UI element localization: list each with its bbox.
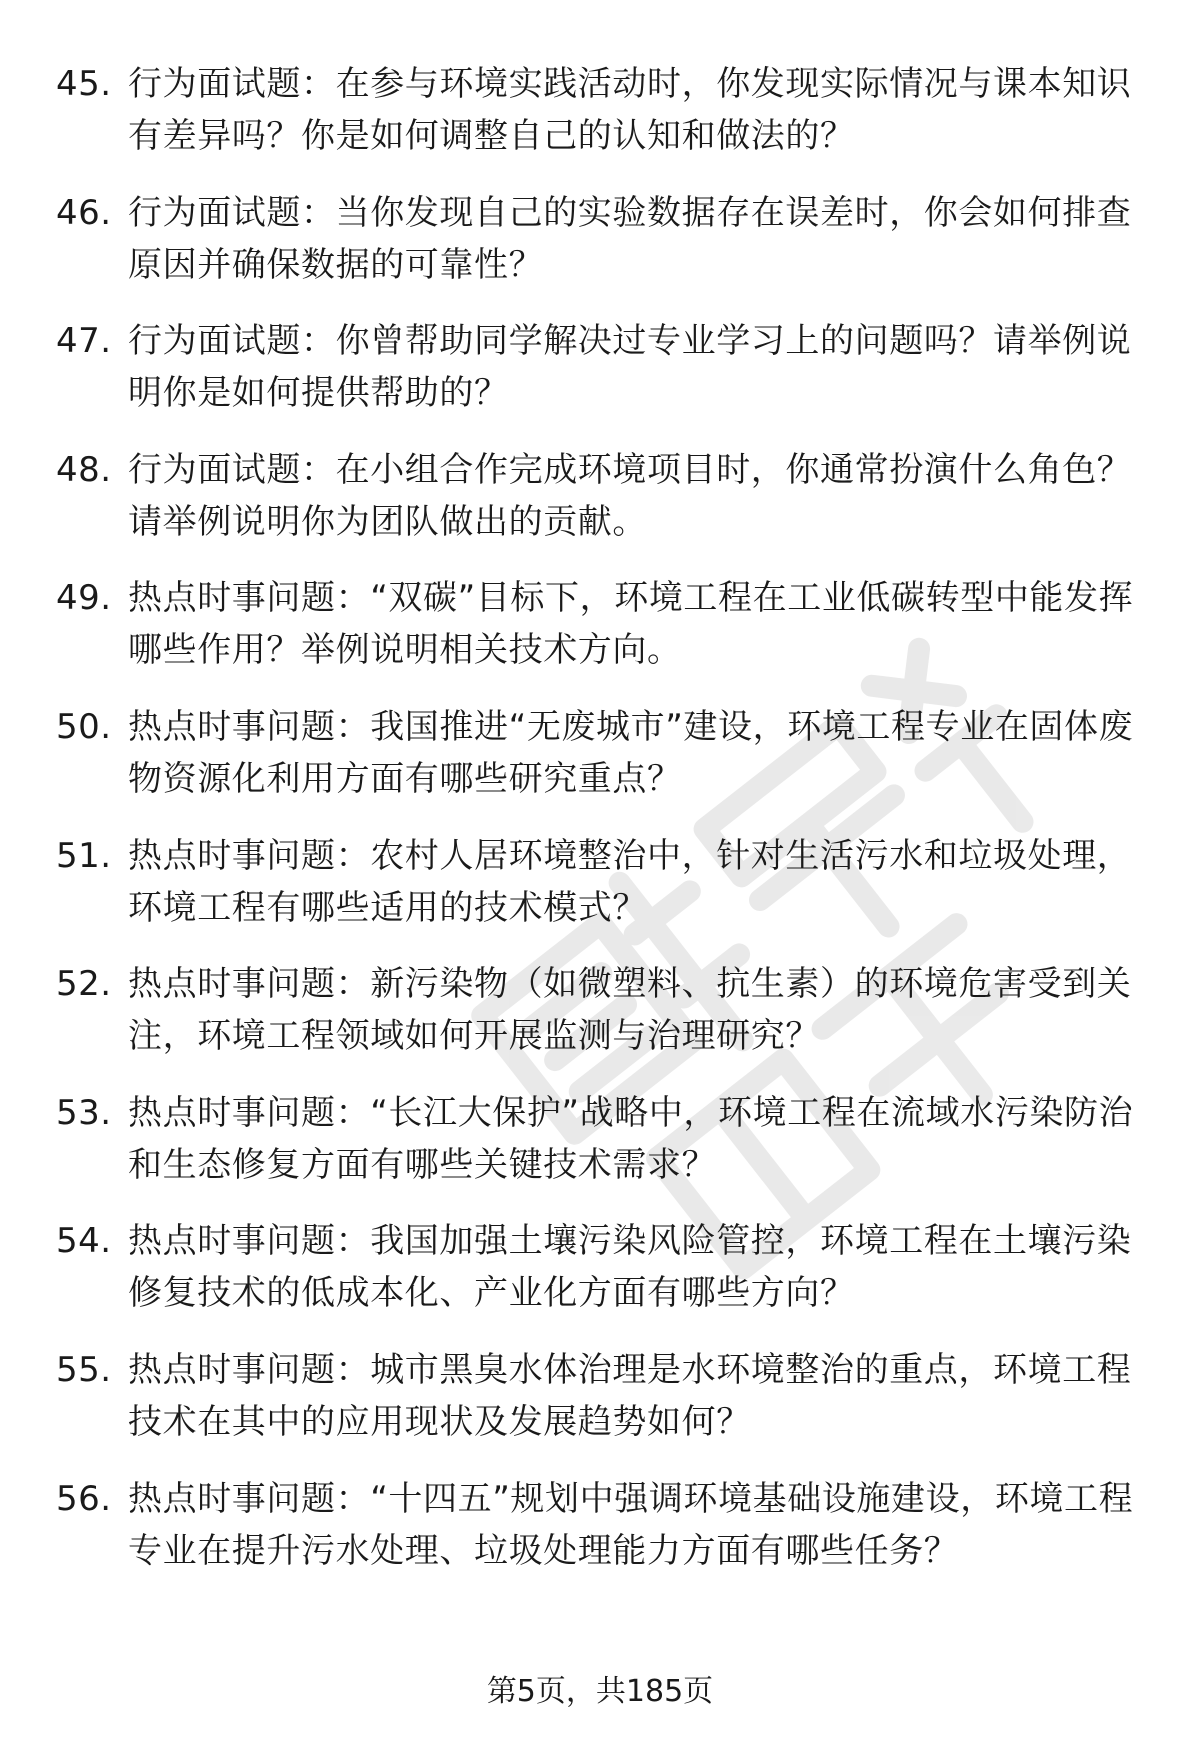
question-text: 热点时事问题：“长江大保护”战略中，环境工程在流域水污染防治和生态修复方面有哪些关键技术需求？ [128,1092,1134,1185]
question-item-54 [0,1215,1200,1344]
question-number: 47. [56,321,112,362]
question-number: 45. [56,64,112,104]
question-text: 行为面试题：在参与环境实践活动时，你发现实际情况与课本知识有差异吗？你是如何调整自己的认知和做法的？ [128,64,1132,156]
question-number: 54. [56,1221,112,1262]
question-number: 46. [56,192,112,233]
question-text: 热点时事问题：“双碳”目标下，环境工程在工业低碳转型中能发挥哪些作用？举例说明相关技术方向。 [128,578,1134,671]
question-number: 56. [56,1478,112,1519]
question-text: 热点时事问题：“十四五”规划中强调环境基础设施建设，环境工程专业在提升污水处理、垃圾处理能力方面有哪些任务？ [128,1478,1134,1571]
page-footer: 第5页，共185页 [486,1674,714,1709]
question-text: 热点时事问题：新污染物（如微塑料、抗生素）的环境危害受到关注，环境工程领域如何开展监测与治理研究？ [128,964,1132,1057]
question-item-53 [0,1087,1200,1216]
question-text: 热点时事问题：我国推进“无废城市”建设，环境工程专业在固体废物资源化利用方面有哪些研究重点？ [128,706,1134,799]
question-item-48 [0,444,1200,573]
question-text: 热点时事问题：农村人居环境整治中，针对生活污水和垃圾处理，环境工程有哪些适用的技术模式？ [128,835,1132,928]
question-text: 行为面试题：当你发现自己的实验数据存在误差时，你会如何排查原因并确保数据的可靠性？ [128,192,1132,285]
question-number: 52. [56,964,112,1005]
question-number: 53. [56,1092,112,1133]
question-item-47 [0,315,1200,444]
question-item-56 [0,1473,1200,1602]
question-text: 热点时事问题：我国加强土壤污染风险管控，环境工程在土壤污染修复技术的低成本化、产业化方面有哪些方向？ [128,1221,1132,1314]
question-item-50 [0,701,1200,830]
question-item-55 [0,1344,1200,1473]
question-item-46 [0,187,1200,316]
question-item-45 [0,58,1200,187]
question-item-49 [0,572,1200,701]
question-text: 行为面试题：在小组合作完成环境项目时，你通常扮演什么角色？请举例说明你为团队做出的贡献。 [128,449,1132,542]
question-item-52 [0,958,1200,1087]
question-number: 55. [56,1349,112,1390]
question-number: 51. [56,835,112,876]
question-item-51 [0,830,1200,959]
question-number: 49. [56,578,112,619]
question-text: 热点时事问题：城市黑臭水体治理是水环境整治的重点，环境工程技术在其中的应用现状及发展趋势如何？ [128,1349,1132,1442]
question-list [0,58,1200,1601]
question-number: 48. [56,449,112,490]
question-number: 50. [56,706,112,747]
question-text: 行为面试题：你曾帮助同学解决过专业学习上的问题吗？请举例说明你是如何提供帮助的？ [128,321,1132,414]
